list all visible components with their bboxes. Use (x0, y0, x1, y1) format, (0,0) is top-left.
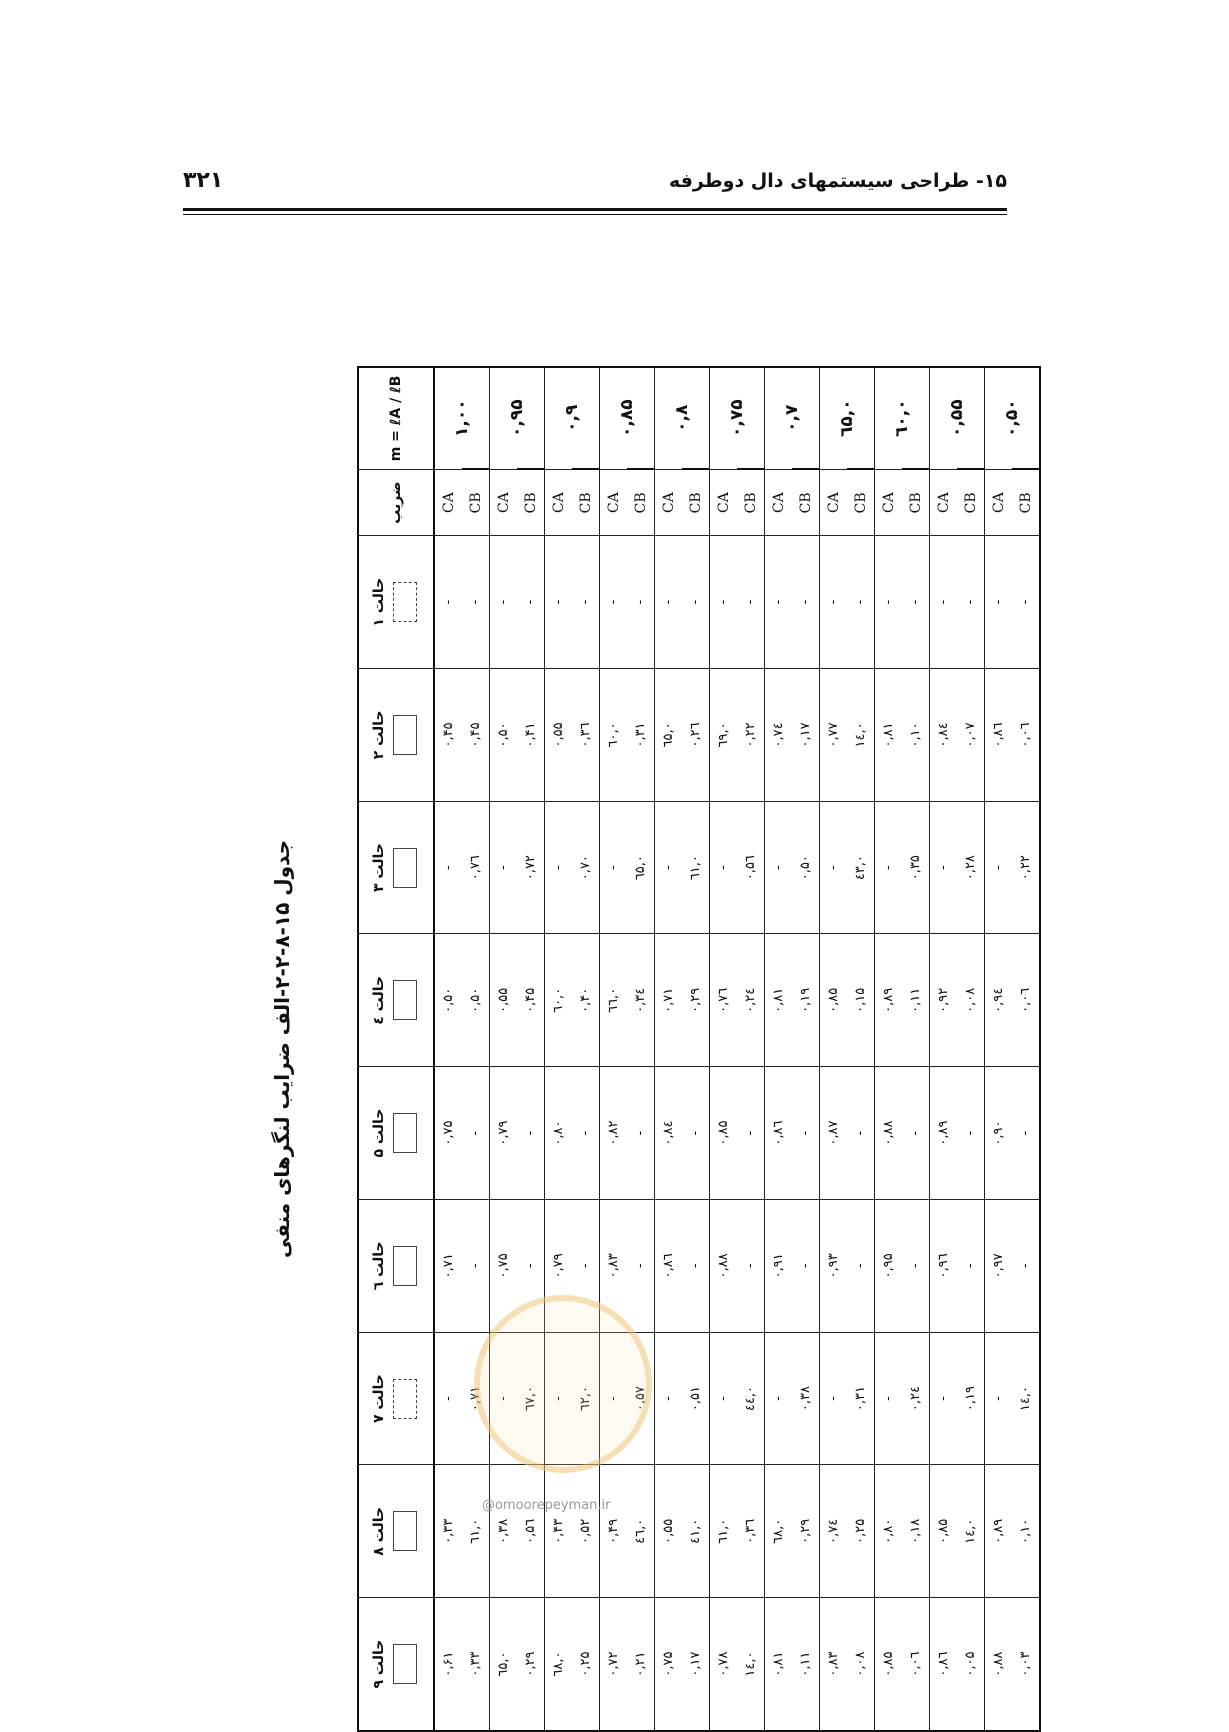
coef-value: ۰,۴۵ (434, 669, 462, 802)
coef-value: - (737, 536, 765, 669)
header-coef: ضریب (358, 469, 434, 535)
rotated-table-block (261, 366, 1034, 1732)
m-value: ۰,۸۵ (600, 367, 655, 469)
m-value: ۰,۸ (655, 367, 710, 469)
coef-value: - (434, 1332, 462, 1465)
slab-diagram-icon (393, 1113, 417, 1153)
slab-diagram-icon (393, 848, 417, 888)
coef-value: ۰,۵٦ (737, 801, 765, 934)
coef-value: - (517, 1067, 545, 1200)
coef-value: ۰,۳۵ (902, 801, 930, 934)
coef-value: - (572, 1067, 600, 1200)
coef-value: - (737, 1067, 765, 1200)
coef-value: ۰,۸۲ (600, 1067, 628, 1200)
coef-label-cb: CB (847, 469, 875, 535)
coef-value: ۰,۷۰ (572, 801, 600, 934)
coef-value: ۰,۳۳ (434, 1465, 462, 1598)
coef-value: ۰,۳۸ (792, 1332, 820, 1465)
header-case-1 (358, 536, 434, 669)
coef-value: ۰,۷٤ (820, 1465, 848, 1598)
coef-value: ۰,۷۱ (434, 1199, 462, 1332)
coef-value: ۰,۴۰ (572, 934, 600, 1067)
header-case-6 (358, 1199, 434, 1332)
coef-value: - (847, 1067, 875, 1200)
table-row (600, 367, 628, 1731)
coef-value: - (792, 1199, 820, 1332)
coef-value: ۰,۸۵ (930, 1465, 958, 1598)
coef-value: ۰,۵۰ (490, 669, 518, 802)
coef-label-ca: CA (985, 469, 1013, 535)
coef-value: - (875, 801, 903, 934)
coef-value: ۰,۳٦ (572, 669, 600, 802)
coef-value: ۰,۲۱ (627, 1598, 655, 1731)
coef-label-ca: CA (930, 469, 958, 535)
coef-value: ۰,۹۳ (820, 1199, 848, 1332)
coef-value: - (957, 536, 985, 669)
slab-diagram-icon (393, 1644, 417, 1684)
coef-value: ۰,۵۰ (462, 934, 490, 1067)
coef-value: ۰,۲۲ (1012, 801, 1040, 934)
coef-value: ۰,١٤ (847, 669, 875, 802)
coef-value: ۰,۰۸ (957, 934, 985, 1067)
coef-value: ۰,۷۱ (655, 934, 683, 1067)
coef-value: - (957, 1067, 985, 1200)
table-row (792, 367, 820, 1731)
coef-label-ca: CA (710, 469, 738, 535)
coef-value: ۰,۸۸ (710, 1199, 738, 1332)
coef-value: ۰,۸۹ (930, 1067, 958, 1200)
coef-value: - (710, 536, 738, 669)
coef-value: ۰,۸۵ (875, 1598, 903, 1731)
chapter-title: ۱۵- طراحی سیستمهای دال دوطرفه (668, 170, 1007, 192)
table-row (545, 367, 573, 1731)
coef-value: - (710, 1332, 738, 1465)
coef-value: ۰,۸٦ (655, 1199, 683, 1332)
coef-value: ۰,١٤ (1012, 1332, 1040, 1465)
table-row (655, 367, 683, 1731)
table-row (902, 367, 930, 1731)
coef-value: ۰,۵۷ (627, 1332, 655, 1465)
table-row (490, 367, 518, 1731)
coef-value: - (792, 1067, 820, 1200)
coef-value: ۰,٤٤ (737, 1332, 765, 1465)
coef-value: ۰,۳۸ (490, 1465, 518, 1598)
coef-value: - (655, 1332, 683, 1465)
table-row (820, 367, 848, 1731)
coef-value: ۰,٦۷ (517, 1332, 545, 1465)
coef-value: - (737, 1199, 765, 1332)
coef-value: ۰,۸٦ (930, 1598, 958, 1731)
coefficient-table (357, 366, 1041, 1732)
header-case-5 (358, 1067, 434, 1200)
case-label: حالت ٤ (371, 975, 387, 1025)
coef-label-cb: CB (517, 469, 545, 535)
coef-value: ۰,۱۰ (902, 669, 930, 802)
slab-diagram-icon (393, 715, 417, 755)
table-row (710, 367, 738, 1731)
coef-value: - (572, 536, 600, 669)
coef-value: ۰,۸۳ (820, 1598, 848, 1731)
coef-value: - (820, 801, 848, 934)
coef-value: - (545, 536, 573, 669)
coef-value: - (847, 1199, 875, 1332)
table-row (875, 367, 903, 1731)
coef-label-ca: CA (765, 469, 793, 535)
table-row (682, 367, 710, 1731)
coef-value: ۰,۰٦ (902, 1598, 930, 1731)
coef-value: ۰,۵۰ (434, 934, 462, 1067)
coef-value: ۰,۷۹ (490, 1067, 518, 1200)
coef-value: ۰,۰۷ (957, 669, 985, 802)
coef-value: ۰,۳۱ (627, 669, 655, 802)
m-value: ۰,٦۵ (820, 367, 875, 469)
coef-value: ۰,۱۹ (957, 1332, 985, 1465)
coef-value: ۰,۹٤ (985, 934, 1013, 1067)
coef-value: ۰,٦۵ (627, 801, 655, 934)
coef-value: ۰,۸۷ (820, 1067, 848, 1200)
slab-diagram-icon (393, 1246, 417, 1286)
case-label: حالت ۹ (371, 1639, 387, 1689)
coef-value: ۰,۷۸ (710, 1598, 738, 1731)
coef-value: - (462, 536, 490, 669)
coef-label-cb: CB (572, 469, 600, 535)
coef-value: - (820, 1332, 848, 1465)
coef-value: ۰,۷۲ (600, 1598, 628, 1731)
coef-label-ca: CA (434, 469, 462, 535)
coef-value: ۰,۸۳ (600, 1199, 628, 1332)
coef-value: ۰,۴۱ (517, 669, 545, 802)
coef-value: ۰,٦۸ (545, 1598, 573, 1731)
coef-value: ۰,۸۱ (875, 669, 903, 802)
coef-label-ca: CA (875, 469, 903, 535)
coef-value: - (902, 536, 930, 669)
coef-value: ۰,۸٦ (765, 1067, 793, 1200)
coef-value: ۰,١٤ (957, 1465, 985, 1598)
coef-value: ۰,۳٤ (627, 934, 655, 1067)
coef-value: - (600, 801, 628, 934)
coef-value: - (490, 536, 518, 669)
coef-value: ۰,۴۹ (600, 1465, 628, 1598)
m-value: ۰,۷۵ (710, 367, 765, 469)
header-case-8 (358, 1465, 434, 1598)
coef-value: ۰,۸۹ (875, 934, 903, 1067)
coef-value: ۰,۹۵ (875, 1199, 903, 1332)
coef-label-ca: CA (490, 469, 518, 535)
coef-value: ۰,۵۰ (792, 801, 820, 934)
coef-value: ۰,٦۱ (462, 1465, 490, 1598)
slab-diagram-icon (393, 980, 417, 1020)
coef-value: ۰,۱۵ (847, 934, 875, 1067)
coef-value: ۰,۸۵ (820, 934, 848, 1067)
case-label: حالت ۸ (371, 1506, 387, 1556)
case-label: حالت ۱ (371, 577, 387, 627)
coef-label-ca: CA (820, 469, 848, 535)
coef-label-ca: CA (600, 469, 628, 535)
coef-value: ۰,۷٤ (765, 669, 793, 802)
coef-value: - (1012, 1199, 1040, 1332)
coef-value: - (545, 1332, 573, 1465)
coef-value: ۰,۰۳ (1012, 1598, 1040, 1731)
table-row (462, 367, 490, 1731)
coef-value: ۰,۵۵ (545, 669, 573, 802)
coef-value: - (847, 536, 875, 669)
coef-value: - (930, 536, 958, 669)
coef-value: ۰,۵٦ (517, 1465, 545, 1598)
case-label: حالت ۳ (371, 843, 387, 893)
table-row (765, 367, 793, 1731)
table-row (957, 367, 985, 1731)
coef-value: ۰,۲۵ (572, 1598, 600, 1731)
coef-value: ۰,٦۹ (710, 669, 738, 802)
coef-value: - (765, 1332, 793, 1465)
header-case-4 (358, 934, 434, 1067)
coef-value: - (462, 1067, 490, 1200)
case-label: حالت ۵ (371, 1108, 387, 1158)
coef-value: ۰,۳٦ (737, 1465, 765, 1598)
coef-value: ۰,۸٤ (655, 1067, 683, 1200)
coef-value: ۰,۰٦ (1012, 669, 1040, 802)
coef-value: - (765, 536, 793, 669)
coef-value: - (792, 536, 820, 669)
coef-value: - (627, 536, 655, 669)
coef-value: ۰,۰٦ (1012, 934, 1040, 1067)
coef-value: ۰,۷۵ (490, 1199, 518, 1332)
table-row (627, 367, 655, 1731)
coef-value: - (434, 801, 462, 934)
coef-value: ۰,٦۱ (682, 801, 710, 934)
coef-value: - (710, 801, 738, 934)
coef-value: - (985, 801, 1013, 934)
coef-value: ۰,۲۹ (682, 934, 710, 1067)
slab-diagram-icon (393, 1511, 417, 1551)
coef-label-cb: CB (957, 469, 985, 535)
coef-value: ۰,۵۵ (655, 1465, 683, 1598)
coef-value: ۰,۵۵ (490, 934, 518, 1067)
coef-value: - (820, 536, 848, 669)
header-m: m = ℓA / ℓB (358, 367, 434, 469)
coef-value: - (627, 1199, 655, 1332)
table-row (737, 367, 765, 1731)
coef-value: ۰,٦۸ (765, 1465, 793, 1598)
coef-value: ۰,۴۵ (462, 669, 490, 802)
coef-value: - (490, 801, 518, 934)
coef-value: ۰,۸٦ (985, 669, 1013, 802)
case-label: حالت ٦ (371, 1241, 387, 1291)
coef-value: ۰,۸۵ (710, 1067, 738, 1200)
coef-value: - (875, 1332, 903, 1465)
coef-label-cb: CB (462, 469, 490, 535)
coef-label-cb: CB (792, 469, 820, 535)
coef-value: - (655, 536, 683, 669)
coef-value: ۰,۱۱ (792, 1598, 820, 1731)
coef-value: ۰,٤۳ (847, 801, 875, 934)
m-value: ۰,۷ (765, 367, 820, 469)
coef-value: - (490, 1332, 518, 1465)
coef-value: - (462, 1199, 490, 1332)
coef-value: ۰,١٤ (737, 1598, 765, 1731)
coef-label-ca: CA (545, 469, 573, 535)
m-value: ۰,۵۵ (930, 367, 985, 469)
coef-label-ca: CA (655, 469, 683, 535)
coef-value: - (902, 1067, 930, 1200)
coef-value: ۰,۲٤ (902, 1332, 930, 1465)
table-row (930, 367, 958, 1731)
coef-value: ۰,٦۵ (490, 1598, 518, 1731)
coef-value: - (600, 1332, 628, 1465)
coef-label-cb: CB (902, 469, 930, 535)
coef-value: ۰,٦٦ (600, 934, 628, 1067)
coef-value: ۰,٦۰ (600, 669, 628, 802)
m-value: ۰,۹ (545, 367, 600, 469)
coef-value: ۰,۱۹ (792, 934, 820, 1067)
case-label: حالت ۲ (371, 710, 387, 760)
header-case-9 (358, 1598, 434, 1731)
table-header-row (358, 367, 434, 1731)
coef-value: ۰,۹۲ (930, 934, 958, 1067)
coef-value: - (627, 1067, 655, 1200)
coef-value: ۰,۸۸ (875, 1067, 903, 1200)
watermark-text: @omoorepeyman.ir (482, 1498, 611, 1513)
coef-value: - (655, 801, 683, 934)
coef-value: ۰,۸۹ (985, 1465, 1013, 1598)
coef-value: - (930, 1332, 958, 1465)
coef-value: - (1012, 1067, 1040, 1200)
table-row (517, 367, 545, 1731)
coef-value: ۰,۹٦ (930, 1199, 958, 1332)
coef-value: ۰,۵۲ (572, 1465, 600, 1598)
coef-value: ۰,۸۱ (765, 934, 793, 1067)
table-row (847, 367, 875, 1731)
coef-value: ۰,۷٦ (462, 801, 490, 934)
slab-diagram-icon (393, 582, 417, 622)
coef-value: ۰,٦۱ (710, 1465, 738, 1598)
table-row (1012, 367, 1040, 1731)
coef-value: ۰,۱۷ (682, 1598, 710, 1731)
coef-value: - (930, 801, 958, 934)
table-row (985, 367, 1013, 1731)
coef-value: - (985, 536, 1013, 669)
coef-label-cb: CB (627, 469, 655, 535)
m-value: ۰,۹۵ (490, 367, 545, 469)
coef-value: ۰,۸٤ (930, 669, 958, 802)
coef-value: - (682, 536, 710, 669)
table-row (572, 367, 600, 1731)
coef-value: ۰,۹۰ (985, 1067, 1013, 1200)
header-case-2 (358, 669, 434, 802)
header-rule-thin (183, 214, 1007, 215)
coef-value: ۰,۸۱ (765, 1598, 793, 1731)
coef-value: - (517, 1199, 545, 1332)
coef-value: ۰,۷۱ (462, 1332, 490, 1465)
coef-value: ۰,۲٦ (682, 669, 710, 802)
coef-value: - (1012, 536, 1040, 669)
coef-value: ۰,۲۹ (792, 1465, 820, 1598)
coef-value: - (572, 1199, 600, 1332)
coef-value: ۰,٦۰ (545, 934, 573, 1067)
coef-value: ۰,۵۱ (682, 1332, 710, 1465)
coef-label-cb: CB (1012, 469, 1040, 535)
header-case-3 (358, 801, 434, 934)
coef-value: - (875, 536, 903, 669)
coef-value: ۰,۴۳ (545, 1465, 573, 1598)
case-label: حالت ۷ (371, 1374, 387, 1423)
coef-value: - (545, 801, 573, 934)
coef-value: - (600, 536, 628, 669)
slab-diagram-icon (393, 1379, 417, 1419)
coef-value: ۰,٦۵ (655, 669, 683, 802)
coef-value: - (985, 1332, 1013, 1465)
coef-value: - (765, 801, 793, 934)
coef-value: - (902, 1199, 930, 1332)
table-caption: جدول ۱۵-۸-۲-۲-الف ضرایب لنگرهای منفی (270, 839, 294, 1259)
coef-value: - (682, 1199, 710, 1332)
m-value: ۰,٦۰ (875, 367, 930, 469)
page-number: ۳۲۱ (183, 168, 224, 193)
coef-value: ۰,۶۱ (434, 1598, 462, 1731)
coef-value: - (517, 536, 545, 669)
coef-value: ۰,۷۵ (655, 1598, 683, 1731)
coef-value: ۰,۲٤ (737, 934, 765, 1067)
coef-value: ۰,۸۰ (545, 1067, 573, 1200)
coef-value: ۰,۹۷ (985, 1199, 1013, 1332)
coef-value: ۰,۱۷ (792, 669, 820, 802)
coef-value: ۰,٦۲ (572, 1332, 600, 1465)
coef-value: ۰,۹۱ (765, 1199, 793, 1332)
coef-value: ۰,۳۱ (847, 1332, 875, 1465)
coef-value: ۰,٤٦ (627, 1465, 655, 1598)
coef-value: - (957, 1199, 985, 1332)
coef-value: ۰,۲۹ (517, 1598, 545, 1731)
coef-value: ۰,۰۵ (957, 1598, 985, 1731)
coef-value: ۰,۷٦ (710, 934, 738, 1067)
table-row (434, 367, 462, 1731)
coef-value: ۰,۱۸ (902, 1465, 930, 1598)
coef-value: ۰,۲۲ (737, 669, 765, 802)
coef-value: ۰,۷۷ (820, 669, 848, 802)
coef-value: ۰,۷۲ (517, 801, 545, 934)
m-value: ۱,۰۰ (434, 367, 490, 469)
page-header (183, 168, 1007, 204)
coef-value: ۰,۸۰ (875, 1465, 903, 1598)
coef-value: - (682, 1067, 710, 1200)
coef-value: ۰,۱۱ (902, 934, 930, 1067)
coef-value: ۰,۷۹ (545, 1199, 573, 1332)
header-rule (183, 208, 1007, 211)
coef-value: ۰,۱۰ (1012, 1465, 1040, 1598)
coef-value: ۰,۴۵ (517, 934, 545, 1067)
coef-value: ۰,٤۱ (682, 1465, 710, 1598)
coef-value: ۰,۸۸ (985, 1598, 1013, 1731)
m-value: ۰,۵۰ (985, 367, 1041, 469)
coef-label-cb: CB (682, 469, 710, 535)
coef-value: ۰,۰۸ (847, 1598, 875, 1731)
watermark-seal (474, 1295, 652, 1473)
coef-value: - (434, 536, 462, 669)
coef-value: ۰,۷۵ (434, 1067, 462, 1200)
coef-value: ۰,۲۵ (847, 1465, 875, 1598)
coef-label-cb: CB (737, 469, 765, 535)
coef-value: ۰,۳۳ (462, 1598, 490, 1731)
coef-value: ۰,۲۸ (957, 801, 985, 934)
header-case-7 (358, 1332, 434, 1465)
